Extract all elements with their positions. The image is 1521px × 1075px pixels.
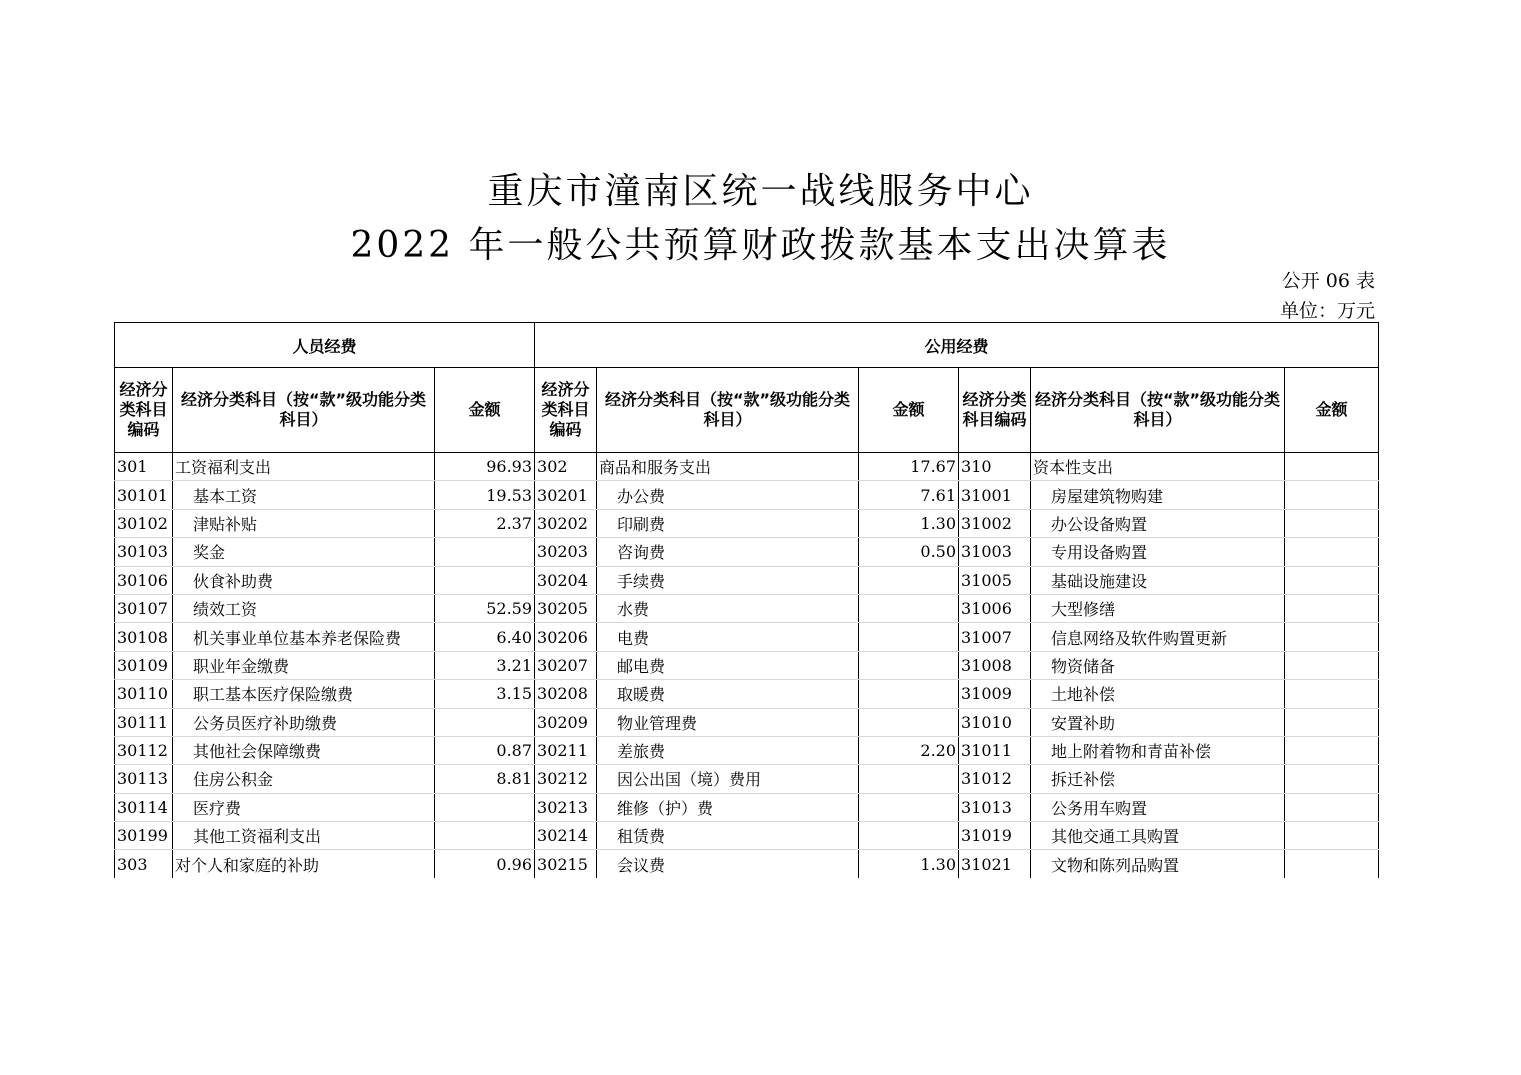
amount-cell: 19.53 [435, 481, 535, 509]
header-amount: 金额 [435, 368, 535, 453]
name-cell: 机关事业单位基本养老保险费 [173, 623, 435, 651]
amount-cell [1285, 765, 1379, 793]
name-cell: 商品和服务支出 [597, 453, 859, 481]
name-cell: 咨询费 [597, 538, 859, 566]
amount-cell [1285, 708, 1379, 736]
amount-cell [859, 566, 959, 594]
name-cell: 伙食补助费 [173, 566, 435, 594]
amount-cell [1285, 453, 1379, 481]
unit-label: 单位：万元 [1279, 300, 1375, 322]
name-cell: 拆迁补偿 [1031, 765, 1285, 793]
header-name: 经济分类科目（按“款”级功能分类科目） [597, 368, 859, 453]
amount-cell [435, 822, 535, 850]
budget-table [114, 322, 1379, 878]
header-code: 经济分类科目编码 [115, 368, 173, 453]
amount-cell: 2.20 [859, 736, 959, 764]
name-cell: 职工基本医疗保险缴费 [173, 680, 435, 708]
name-cell: 土地补偿 [1031, 680, 1285, 708]
code-cell: 30111 [115, 708, 173, 736]
code-cell: 31013 [959, 793, 1031, 821]
name-cell: 医疗费 [173, 793, 435, 821]
page-subtitle: 2022 年一般公共预算财政拨款基本支出决算表 [350, 225, 1171, 266]
name-cell: 其他工资福利支出 [173, 822, 435, 850]
code-cell: 30209 [535, 708, 597, 736]
code-cell: 30114 [115, 793, 173, 821]
table-row [115, 481, 1379, 509]
code-cell: 30113 [115, 765, 173, 793]
code-cell: 31003 [959, 538, 1031, 566]
name-cell: 工资福利支出 [173, 453, 435, 481]
amount-cell [1285, 822, 1379, 850]
amount-cell [1285, 566, 1379, 594]
code-cell: 31010 [959, 708, 1031, 736]
code-cell: 31005 [959, 566, 1031, 594]
amount-cell [1285, 509, 1379, 537]
code-cell: 30202 [535, 509, 597, 537]
amount-cell [859, 822, 959, 850]
code-cell: 30108 [115, 623, 173, 651]
amount-cell: 1.30 [859, 850, 959, 878]
code-cell: 31021 [959, 850, 1031, 878]
code-cell: 31007 [959, 623, 1031, 651]
name-cell: 因公出国（境）费用 [597, 765, 859, 793]
name-cell: 其他交通工具购置 [1031, 822, 1285, 850]
table-row [115, 793, 1379, 821]
name-cell: 差旅费 [597, 736, 859, 764]
name-cell: 电费 [597, 623, 859, 651]
name-cell: 其他社会保障缴费 [173, 736, 435, 764]
name-cell: 基本工资 [173, 481, 435, 509]
header-amount: 金额 [859, 368, 959, 453]
name-cell: 房屋建筑物购建 [1031, 481, 1285, 509]
name-cell: 专用设备购置 [1031, 538, 1285, 566]
code-cell: 30212 [535, 765, 597, 793]
name-cell: 资本性支出 [1031, 453, 1285, 481]
code-cell: 30206 [535, 623, 597, 651]
code-cell: 30106 [115, 566, 173, 594]
table-row [115, 453, 1379, 481]
header-code: 经济分类科目编码 [535, 368, 597, 453]
code-cell: 30102 [115, 509, 173, 537]
table-row [115, 623, 1379, 651]
name-cell: 职业年金缴费 [173, 651, 435, 679]
amount-cell: 96.93 [435, 453, 535, 481]
code-cell: 302 [535, 453, 597, 481]
name-cell: 租赁费 [597, 822, 859, 850]
amount-cell [859, 651, 959, 679]
table-row [115, 708, 1379, 736]
code-cell: 30101 [115, 481, 173, 509]
amount-cell: 1.30 [859, 509, 959, 537]
name-cell: 津贴补贴 [173, 509, 435, 537]
code-cell: 310 [959, 453, 1031, 481]
name-cell: 基础设施建设 [1031, 566, 1285, 594]
code-cell: 31001 [959, 481, 1031, 509]
table-row [115, 736, 1379, 764]
amount-cell: 0.50 [859, 538, 959, 566]
name-cell: 维修（护）费 [597, 793, 859, 821]
amount-cell: 0.96 [435, 850, 535, 878]
name-cell: 办公费 [597, 481, 859, 509]
table-row [115, 651, 1379, 679]
amount-cell [435, 708, 535, 736]
code-cell: 30214 [535, 822, 597, 850]
code-cell: 31019 [959, 822, 1031, 850]
section-public: 公用经费 [535, 323, 1379, 368]
amount-cell [1285, 623, 1379, 651]
amount-cell [859, 793, 959, 821]
name-cell: 对个人和家庭的补助 [173, 850, 435, 878]
amount-cell: 0.87 [435, 736, 535, 764]
code-cell: 30109 [115, 651, 173, 679]
name-cell: 公务员医疗补助缴费 [173, 708, 435, 736]
amount-cell [435, 538, 535, 566]
code-cell: 31006 [959, 594, 1031, 622]
name-cell: 信息网络及软件购置更新 [1031, 623, 1285, 651]
amount-cell [1285, 594, 1379, 622]
table-row [115, 509, 1379, 537]
code-cell: 31012 [959, 765, 1031, 793]
amount-cell: 3.15 [435, 680, 535, 708]
code-cell: 30205 [535, 594, 597, 622]
table-row [115, 822, 1379, 850]
amount-cell [1285, 481, 1379, 509]
amount-cell [1285, 680, 1379, 708]
amount-cell [859, 708, 959, 736]
table-row [115, 566, 1379, 594]
name-cell: 会议费 [597, 850, 859, 878]
amount-cell [859, 680, 959, 708]
amount-cell [1285, 793, 1379, 821]
code-cell: 30112 [115, 736, 173, 764]
code-cell: 301 [115, 453, 173, 481]
amount-cell [1285, 850, 1379, 878]
code-cell: 31008 [959, 651, 1031, 679]
amount-cell [435, 566, 535, 594]
header-code: 经济分类科目编码 [959, 368, 1031, 453]
amount-cell: 17.67 [859, 453, 959, 481]
amount-cell [859, 765, 959, 793]
name-cell: 水费 [597, 594, 859, 622]
name-cell: 奖金 [173, 538, 435, 566]
amount-cell [1285, 538, 1379, 566]
name-cell: 办公设备购置 [1031, 509, 1285, 537]
name-cell: 物资储备 [1031, 651, 1285, 679]
amount-cell [1285, 736, 1379, 764]
name-cell: 印刷费 [597, 509, 859, 537]
code-cell: 30201 [535, 481, 597, 509]
name-cell: 住房公积金 [173, 765, 435, 793]
table-row [115, 680, 1379, 708]
name-cell: 安置补助 [1031, 708, 1285, 736]
name-cell: 地上附着物和青苗补偿 [1031, 736, 1285, 764]
amount-cell: 8.81 [435, 765, 535, 793]
name-cell: 大型修缮 [1031, 594, 1285, 622]
table-row [115, 850, 1379, 878]
table-row [115, 765, 1379, 793]
code-cell: 30208 [535, 680, 597, 708]
amount-cell: 3.21 [435, 651, 535, 679]
amount-cell: 52.59 [435, 594, 535, 622]
name-cell: 公务用车购置 [1031, 793, 1285, 821]
name-cell: 取暖费 [597, 680, 859, 708]
code-cell: 31011 [959, 736, 1031, 764]
code-cell: 30213 [535, 793, 597, 821]
name-cell: 物业管理费 [597, 708, 859, 736]
amount-cell [1285, 651, 1379, 679]
code-cell: 30203 [535, 538, 597, 566]
name-cell: 手续费 [597, 566, 859, 594]
amount-cell [435, 793, 535, 821]
code-cell: 31002 [959, 509, 1031, 537]
code-cell: 30207 [535, 651, 597, 679]
amount-cell [859, 594, 959, 622]
code-cell: 30110 [115, 680, 173, 708]
header-name: 经济分类科目（按“款”级功能分类科目） [1031, 368, 1285, 453]
page-title: 重庆市潼南区统一战线服务中心 [487, 171, 1034, 212]
table-row [115, 594, 1379, 622]
table-number: 公开 06 表 [1281, 270, 1375, 292]
amount-cell [859, 623, 959, 651]
code-cell: 30204 [535, 566, 597, 594]
header-amount: 金额 [1285, 368, 1379, 453]
code-cell: 30107 [115, 594, 173, 622]
code-cell: 30103 [115, 538, 173, 566]
table-row [115, 538, 1379, 566]
name-cell: 绩效工资 [173, 594, 435, 622]
amount-cell: 7.61 [859, 481, 959, 509]
name-cell: 文物和陈列品购置 [1031, 850, 1285, 878]
section-personnel: 人员经费 [115, 323, 535, 368]
header-name: 经济分类科目（按“款”级功能分类科目） [173, 368, 435, 453]
code-cell: 303 [115, 850, 173, 878]
code-cell: 30215 [535, 850, 597, 878]
code-cell: 31009 [959, 680, 1031, 708]
code-cell: 30211 [535, 736, 597, 764]
amount-cell: 6.40 [435, 623, 535, 651]
name-cell: 邮电费 [597, 651, 859, 679]
amount-cell: 2.37 [435, 509, 535, 537]
code-cell: 30199 [115, 822, 173, 850]
